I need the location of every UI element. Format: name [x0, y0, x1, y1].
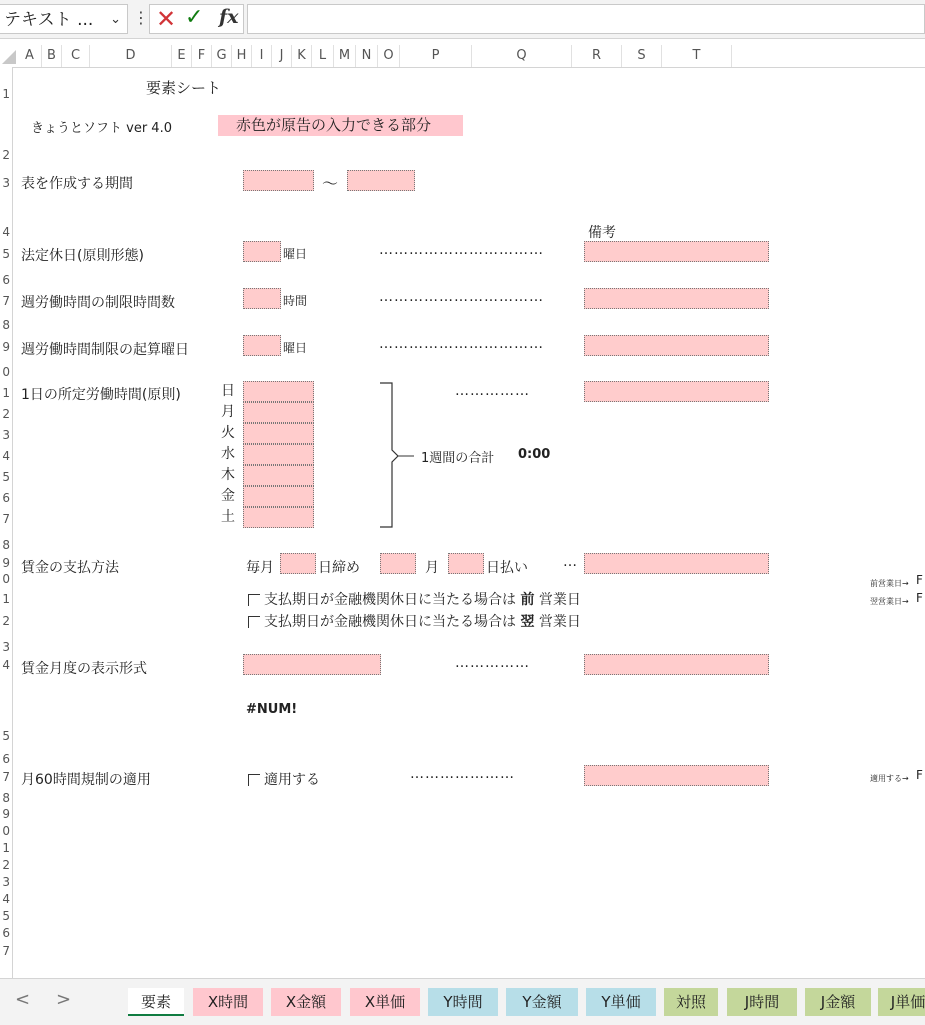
row-headers	[0, 67, 13, 978]
period-end-input[interactable]	[347, 170, 415, 191]
row-header[interactable]: 8	[2, 318, 10, 332]
row-header[interactable]: 0	[2, 572, 10, 586]
sheet-title: 要素シート	[146, 79, 222, 97]
row-header[interactable]: 1	[2, 87, 10, 101]
input-legend: 赤色が原告の入力できる部分	[218, 115, 463, 136]
row-header[interactable]: 5	[2, 909, 10, 923]
weekday-list	[221, 381, 239, 528]
day-closing-label: 日締め	[318, 560, 360, 576]
column-header-r[interactable]: R	[572, 45, 622, 67]
weekly-start-input[interactable]	[243, 335, 281, 356]
side-letter: F	[916, 591, 923, 605]
daily-hours-input[interactable]	[243, 423, 314, 444]
more-options-icon[interactable]: ⋮	[133, 8, 149, 27]
prev-bizday-checkbox[interactable]	[248, 589, 581, 609]
prev-sheet-icon[interactable]: <	[15, 989, 31, 1010]
row-header[interactable]: 0	[2, 824, 10, 838]
weekday-thu: 木	[221, 467, 235, 483]
select-all-corner[interactable]	[0, 45, 18, 67]
sheet-tab[interactable]: Y単価	[586, 988, 656, 1016]
daily-hours-input[interactable]	[243, 507, 314, 528]
num-error: #NUM!	[246, 702, 298, 717]
column-header-s[interactable]: S	[622, 45, 662, 67]
row-header[interactable]: 4	[2, 658, 10, 672]
column-header-b[interactable]: B	[42, 45, 62, 67]
tilde-label: 〜	[322, 174, 339, 193]
row-header[interactable]: 4	[2, 892, 10, 906]
row-header[interactable]: 7	[2, 770, 10, 784]
wage-payment-label: 賃金の支払方法	[21, 560, 119, 576]
version-label: きょうとソフト ver 4.0	[31, 121, 172, 136]
closing-day-input[interactable]	[280, 553, 316, 574]
payment-day-input[interactable]	[448, 553, 484, 574]
row-header[interactable]: 5	[2, 470, 10, 484]
sheet-tab[interactable]: J金額	[805, 988, 871, 1016]
next-bold: 翌	[520, 614, 535, 630]
remark-input-holiday[interactable]	[584, 241, 769, 262]
weekday-tue: 火	[221, 425, 235, 441]
next-sheet-icon[interactable]: >	[56, 989, 72, 1010]
row-header[interactable]: 2	[2, 148, 10, 162]
row-header[interactable]: 2	[2, 858, 10, 872]
row-header[interactable]: 6	[2, 491, 10, 505]
remark-input-limit[interactable]	[584, 288, 769, 309]
leader-dots-short: ……………	[455, 383, 530, 399]
period-label: 表を作成する期間	[21, 176, 133, 192]
column-header-l[interactable]: L	[312, 45, 334, 67]
legal-holiday-input[interactable]	[243, 241, 281, 262]
daily-hours-inputs	[243, 381, 314, 528]
chevron-down-icon[interactable]: ⌄	[110, 12, 121, 27]
weekly-limit-label: 週労働時間の制限時間数	[21, 295, 175, 311]
row-header[interactable]: 3	[2, 176, 10, 190]
daily-hours-input[interactable]	[243, 381, 314, 402]
column-headers	[0, 45, 925, 68]
column-header-i[interactable]: I	[252, 45, 272, 67]
column-header-j[interactable]: J	[272, 45, 292, 67]
brace-icon	[378, 380, 418, 530]
row-header[interactable]: 1	[2, 592, 10, 606]
row-header[interactable]: 6	[2, 926, 10, 940]
row-header[interactable]: 4	[2, 449, 10, 463]
daily-hours-input[interactable]	[243, 486, 314, 507]
side-letter: F	[916, 768, 923, 782]
remark-input-payment[interactable]	[584, 553, 769, 574]
daily-hours-label: 1日の所定労働時間(原則)	[21, 387, 181, 403]
bizday-suffix: 営業日	[538, 592, 581, 608]
side-next-label: 翌営業日→	[870, 597, 909, 606]
column-header-o[interactable]: O	[378, 45, 400, 67]
row-header[interactable]: 7	[2, 944, 10, 958]
row-header[interactable]: 8	[2, 791, 10, 805]
weekly-start-label: 週労働時間制限の起算曜日	[21, 342, 189, 358]
column-header-k[interactable]: K	[292, 45, 312, 67]
formula-input[interactable]	[247, 4, 925, 34]
ellipsis-label: …	[563, 554, 577, 570]
wage-month-input[interactable]	[243, 654, 381, 675]
row-header[interactable]: 9	[2, 807, 10, 821]
prev-bizday-text: 支払期日が金融機関休日に当たる場合は	[264, 592, 516, 608]
side-letter: F	[916, 573, 923, 587]
leader-dots: ……………………………	[379, 242, 544, 258]
row-header[interactable]: 7	[2, 512, 10, 526]
row-header[interactable]: 5	[2, 247, 10, 261]
row-header[interactable]: 3	[2, 640, 10, 654]
leader-dots: …………………	[410, 766, 515, 782]
row-header[interactable]: 8	[2, 538, 10, 552]
remarks-header: 備考	[588, 225, 616, 241]
name-box-value: テキスト ...	[4, 10, 94, 30]
row-header[interactable]: 6	[2, 273, 10, 287]
confirm-icon[interactable]: ✓	[185, 5, 204, 30]
leader-dots: ……………………………	[379, 289, 544, 305]
daily-hours-input[interactable]	[243, 465, 314, 486]
column-header-d[interactable]: D	[90, 45, 172, 67]
remark-input-rule60[interactable]	[584, 765, 769, 786]
side-apply-label: 適用する→	[870, 774, 909, 783]
weekday-sat: 土	[221, 509, 235, 525]
row-header[interactable]: 4	[2, 225, 10, 239]
weekday-sun: 日	[221, 383, 235, 399]
sheet-tab[interactable]: X単価	[350, 988, 420, 1016]
weekday-fri: 金	[221, 488, 235, 504]
sheet-tab[interactable]: 要素	[128, 988, 184, 1016]
row-header[interactable]: 5	[2, 729, 10, 743]
remark-input-start[interactable]	[584, 335, 769, 356]
remark-input-month[interactable]	[584, 654, 769, 675]
sheet-tab[interactable]: Y時間	[428, 988, 498, 1016]
weekday-mon: 月	[221, 404, 235, 420]
weekly-total-value: 0:00	[518, 447, 551, 462]
period-start-input[interactable]	[243, 170, 314, 191]
column-header-t[interactable]: T	[662, 45, 732, 67]
sheet-tab-bar	[0, 978, 925, 1025]
row-header[interactable]: 2	[2, 614, 10, 628]
weekly-limit-input[interactable]	[243, 288, 281, 309]
cancel-icon[interactable]: ✕	[156, 5, 177, 33]
side-prev-label: 前営業日→	[870, 579, 909, 588]
next-bizday-text: 支払期日が金融機関休日に当たる場合は	[264, 614, 516, 630]
column-header-a[interactable]: A	[18, 45, 42, 67]
row-header[interactable]: 7	[2, 294, 10, 308]
row-header[interactable]: 3	[2, 428, 10, 442]
apply-text: 適用する	[264, 772, 320, 788]
column-header-g[interactable]: G	[212, 45, 232, 67]
prev-bold: 前	[520, 592, 535, 608]
row-header[interactable]: 1	[2, 841, 10, 855]
remark-input-daily[interactable]	[584, 381, 769, 402]
weekday-unit: 曜日	[283, 247, 308, 261]
day-payment-label: 日払い	[486, 560, 528, 576]
next-bizday-checkbox[interactable]	[248, 611, 581, 631]
column-header-n[interactable]: N	[356, 45, 378, 67]
sheet-tab[interactable]: J単価	[878, 988, 925, 1016]
row-header[interactable]: 0	[2, 365, 10, 379]
apply-checkbox[interactable]	[248, 769, 320, 789]
column-header-q[interactable]: Q	[472, 45, 572, 67]
bizday-suffix: 営業日	[538, 614, 581, 630]
sheet-tab[interactable]: X金額	[271, 988, 341, 1016]
sheet-tab[interactable]: Y金額	[506, 988, 578, 1016]
month-unit-label: 月	[425, 560, 439, 576]
row-header[interactable]: 1	[2, 386, 10, 400]
daily-hours-input[interactable]	[243, 444, 314, 465]
checkbox-icon[interactable]	[248, 616, 260, 628]
insert-function-icon[interactable]: fx	[219, 6, 239, 28]
sheet-tab[interactable]: X時間	[193, 988, 263, 1016]
wage-month-label: 賃金月度の表示形式	[21, 661, 147, 677]
payment-month-input[interactable]	[380, 553, 416, 574]
weekday-unit: 曜日	[283, 341, 308, 355]
column-header-m[interactable]: M	[334, 45, 356, 67]
weekly-total-label: 1週間の合計	[421, 451, 495, 466]
name-box[interactable]	[0, 4, 128, 34]
column-header-p[interactable]: P	[400, 45, 472, 67]
daily-hours-input[interactable]	[243, 402, 314, 423]
leader-dots: ……………………………	[379, 336, 544, 352]
checkbox-icon[interactable]	[248, 594, 260, 606]
rule60-label: 月60時間規制の適用	[21, 772, 151, 788]
column-header-e[interactable]: E	[172, 45, 192, 67]
hours-unit: 時間	[283, 294, 308, 308]
legal-holiday-label: 法定休日(原則形態)	[21, 248, 144, 264]
sheet-tab[interactable]: J時間	[727, 988, 797, 1016]
column-header-f[interactable]: F	[192, 45, 212, 67]
row-header[interactable]: 2	[2, 407, 10, 421]
column-header-c[interactable]: C	[62, 45, 90, 67]
checkbox-icon[interactable]	[248, 774, 260, 786]
weekday-wed: 水	[221, 446, 235, 462]
row-header[interactable]: 9	[2, 340, 10, 354]
row-header[interactable]: 3	[2, 875, 10, 889]
every-month-label: 毎月	[246, 560, 274, 576]
column-header-h[interactable]: H	[232, 45, 252, 67]
row-header[interactable]: 9	[2, 556, 10, 570]
sheet-tab[interactable]: 対照	[664, 988, 718, 1016]
leader-dots-short: ……………	[455, 655, 530, 671]
row-header[interactable]: 6	[2, 752, 10, 766]
